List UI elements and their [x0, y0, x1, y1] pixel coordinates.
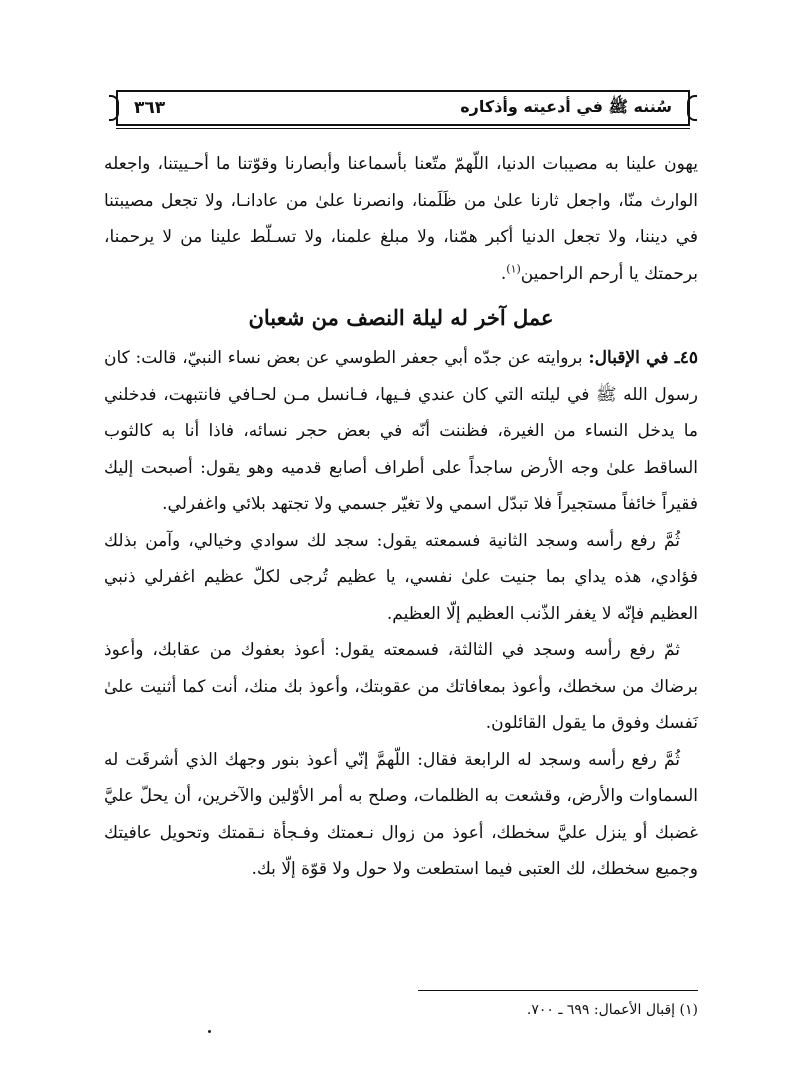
paragraph-2-text: بروايته عن جدّه أبي جعفر الطوسي عن بعض نساء النبيّ، قالت: كان رسول الله ﷺ في ليلته التي كان عندي فـيها، فـانسل مـن لحـافي فانتبهت، فدخلني ما يدخل النساء من الغيرة، فظننت أنّه في بعض حجر نسائه، فاذا أنا به كالثوب الساقط علىٰ وجه الأرض ساجداً على أطراف أصابع قدميه وهو يقول: أصبحت إليك فقيراً خائفاً مستجيراً فلا تبدّل اسمي ولا تغيّر جسمي ولا تجتهد بلائي واغفرلي. — [104, 348, 698, 514]
header-title: سُننه ﷺ في أدعيته وأذكاره — [460, 96, 672, 116]
section-title: عمل آخر له ليلة النصف من شعبان — [248, 305, 554, 330]
running-header — [116, 90, 690, 126]
stray-mark — [208, 1030, 211, 1033]
paragraph-1: يهون علينا به مصيبات الدنيا، اللّهمّ متّعنا بأسماعنا وأبصارنا وقوّتنا ما أحـييتنا، واجعله الوارث منّا، واجعل ثارنا علىٰ من ظَلَمنا، وانصرنا علىٰ من عادانـا، ولا تجعل مصيبتنا في ديننا، ولا تجعل الدنيا أكبر همّنا، ولا مبلغ علمنا، ولا تسـلّط علينا من لا يرحمنا، برحمتك يا أرحم الراحمين$^{(١)}$. — [104, 154, 698, 284]
footnote-divider — [418, 990, 698, 991]
paragraph-3: ثُمَّ رفع رأسه وسجد الثانية فسمعته يقول: سجد لك سوادي وخيالي، وآمن بذلك فؤادي، هذه يداي بما جنيت علىٰ نفسي، يا عظيم تُرجى لكلّ عظيم اغفرلي ذنبي العظيم فإنّه لا يغفر الذّنب العظيم إلّا العظيم. — [104, 530, 698, 624]
footnote-marker: (١) — [506, 261, 521, 275]
footnote: (١) إقبال الأعمال: ٦٩٩ ـ ٧٠٠. — [526, 1002, 698, 1018]
header-divider — [116, 128, 690, 129]
paragraph-4: ثمّ رفع رأسه وسجد في الثالثة، فسمعته يقول: أعوذ بعفوك من عقابك، وأعوذ برضاك من سخطك، وأعوذ بمعافاتك من عقوبتك، وأعوذ بك منك، أنت كما أثنيت علىٰ نَفسك وفوق ما يقول القائلون. — [104, 640, 698, 733]
paragraph-1-text: يهون علينا به مصيبات الدنيا، اللّهمّ متّعنا بأسماعنا وأبصارنا وقوّتنا ما أحـييتنا، واجعله الوارث منّا، واجعل ثارنا علىٰ من ظَلَمنا، وانصرنا علىٰ من عادانـا، ولا تجعل مصيبتنا في ديننا، ولا تجعل الدنيا أكبر همّنا، ولا مبلغ علمنا، ولا تسـلّط علينا من لا يرحمنا، برحمتك يا أرحم الراحمين — [104, 154, 698, 284]
item-label: ـ في الإقبال: — [588, 348, 680, 368]
paragraph-2 — [104, 340, 698, 523]
main-text — [104, 146, 698, 888]
item-number: ٤٥ — [679, 348, 698, 368]
paragraph-5: ثُمَّ رفع رأسه وسجد له الرابعة فقال: اللّهمَّ إنّي أعوذ بنور وجهك الذي أشرقَت له السماوات والأرض، وقشعت به الظلمات، وصلح به أمر الأوّلين والآخرين، أن يحلّ عليَّ غضبك أو ينزل عليَّ سخطك، أعوذ من زوال نـعمتك وفـجأة نـقمتك وتحويل عافيتك وجميع سخطك، لك العتبى فيما استطعت ولا حول ولا قوّة إلّا بك. — [104, 749, 698, 879]
page-number: ٣٦٣ — [134, 98, 166, 118]
